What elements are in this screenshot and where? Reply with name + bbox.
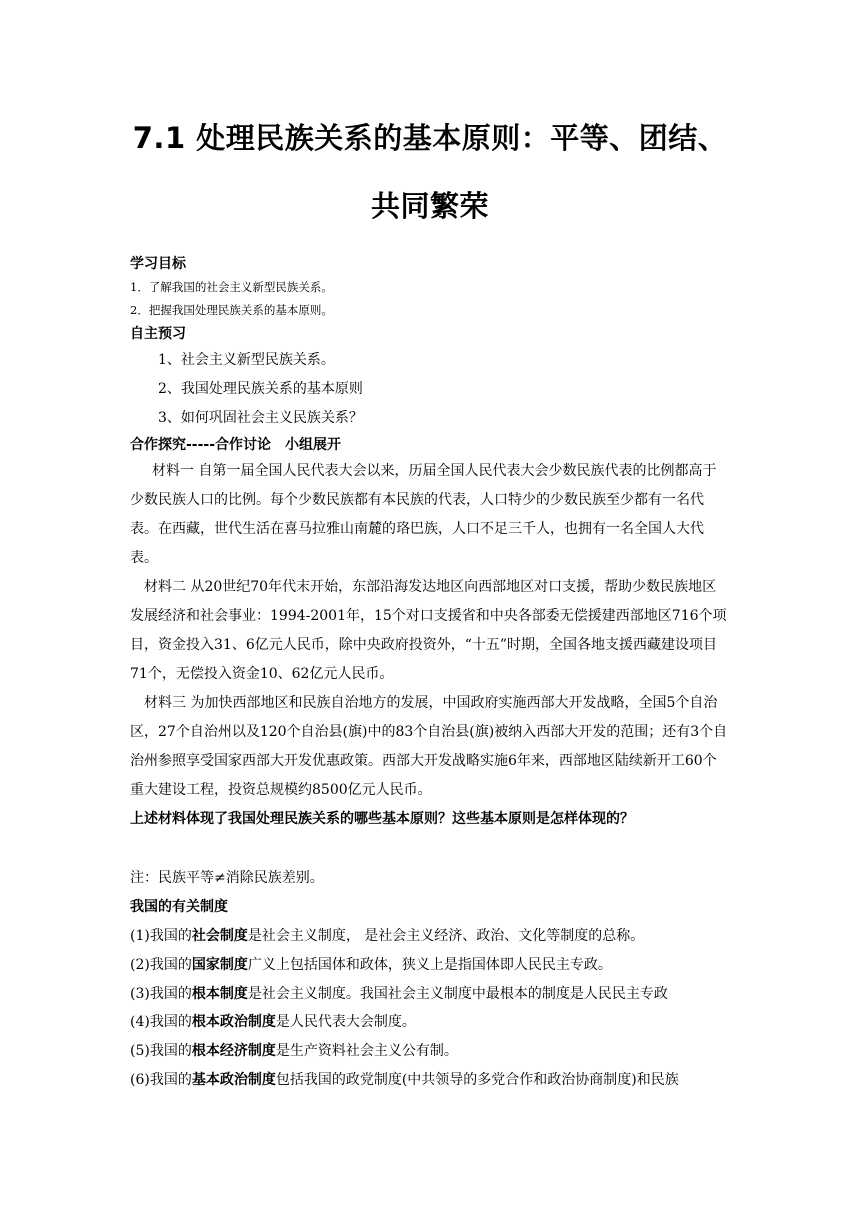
system-item-prefix: (2)我国的 (130, 956, 192, 973)
system-item (130, 980, 730, 1009)
system-item-desc: 是社会主义制度， 是社会主义经济、政治、文化等制度的总称。 (247, 928, 645, 944)
page-title (130, 104, 730, 240)
system-item-term: 基本政治制度 (191, 1071, 276, 1088)
note: 注：民族平等≠消除民族差别。 (130, 870, 324, 886)
system-item (130, 951, 730, 980)
system-item (130, 1037, 730, 1066)
title-line-1: 7.1 处理民族关系的基本原则：平等、团结、 (132, 121, 728, 155)
preview-heading: 自主预习 (130, 326, 186, 342)
system-item-term: 根本经济制度 (191, 1043, 276, 1060)
document-content (130, 104, 730, 1095)
preview-item: 1、社会主义新型民族关系。 (158, 352, 335, 368)
systems-heading: 我国的有关制度 (130, 899, 228, 915)
system-item-prefix: (6)我国的 (130, 1071, 192, 1088)
system-item-desc: 广义上包括国体和政体，狭义上是指国体即人民民主专政。 (247, 956, 612, 973)
system-item (130, 1008, 730, 1037)
system-item-prefix: (5)我国的 (130, 1043, 192, 1060)
preview-item: 2、我国处理民族关系的基本原则 (158, 381, 363, 397)
goal-item: 2．把握我国处理民族关系的基本原则。 (130, 303, 333, 317)
discussion-question: 上述材料体现了我国处理民族关系的哪些基本原则？这些基本原则是怎样体现的？ (130, 811, 634, 827)
inquiry-heading: 合作探究-----合作讨论 小组展开 (130, 437, 342, 453)
system-item-term: 社会制度 (191, 928, 248, 944)
system-item-prefix: (1)我国的 (130, 928, 192, 944)
goal-item: 1．了解我国的社会主义新型民族关系。 (130, 280, 333, 294)
system-item-term: 根本政治制度 (191, 1014, 276, 1031)
system-item-desc: 是生产资料社会主义公有制。 (275, 1043, 458, 1060)
system-item (130, 1066, 730, 1095)
system-item-term: 国家制度 (191, 956, 248, 973)
material-paragraph: 材料二 从20世纪70年代末开始，东部沿海发达地区向西部地区对口支援，帮助少数民族地区发展经济和社会事业：1994-2001年，15个对口支援省和中央各部委无偿援建西部地区716个项目，资金投入31、6亿元人民币，除中央政府投资外，“十五”时期，全国各地支援西藏建设项目71个，无偿投入资金10、62亿元人民币。 (130, 579, 727, 682)
system-item-desc: 是社会主义制度。我国社会主义制度中最根本的制度是人民民主专政 (247, 985, 668, 1002)
system-item-prefix: (4)我国的 (130, 1014, 192, 1031)
preview-item: 3、如何巩固社会主义民族关系？ (158, 410, 363, 426)
goals-heading: 学习目标 (130, 256, 186, 272)
system-item-prefix: (3)我国的 (130, 985, 192, 1002)
system-item-desc: 是人民代表大会制度。 (275, 1014, 416, 1031)
systems-list (130, 922, 730, 1095)
spacer (130, 834, 730, 864)
material-paragraph: 材料一 自第一届全国人民代表大会以来，历届全国人民代表大会少数民族代表的比例都高于少数民族人口的比例。每个少数民族都有本民族的代表，人口特少的少数民族至少都有一名代表。在西藏，世代生活在喜马拉雅山南麓的珞巴族，人口不足三千人，也拥有一名全国人大代表。 (130, 463, 717, 566)
system-item (130, 922, 730, 951)
title-line-2: 共同繁荣 (370, 189, 489, 223)
material-paragraph: 材料三 为加快西部地区和民族自治地方的发展，中国政府实施西部大开发战略，全国5个自治区，27个自治州以及120个自治县(旗)中的83个自治县(旗)被纳入西部大开发的范围；还有3个自治州参照享受国家西部大开发优惠政策。西部大开发战略实施6年来，西部地区陆续新开工60个重大建设工程，投资总规模约8500亿元人民币。 (130, 695, 728, 798)
system-item-desc: 包括我国的政党制度(中共领导的多党合作和政治协商制度)和民族 (275, 1071, 679, 1088)
system-item-term: 根本制度 (191, 985, 248, 1002)
